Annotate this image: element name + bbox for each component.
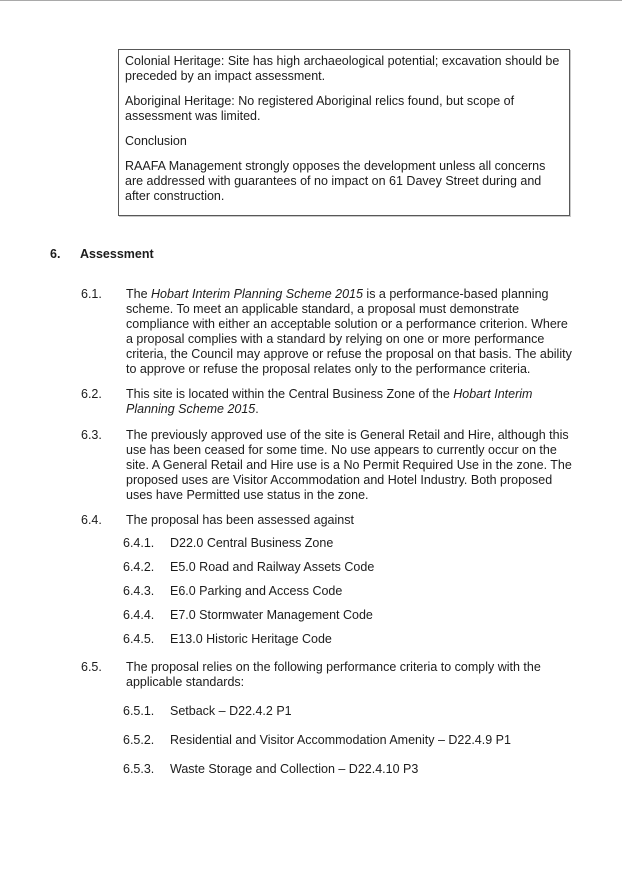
item-text-italic: Hobart Interim Planning Scheme 2015 xyxy=(126,387,533,416)
submission-quote-box xyxy=(118,49,570,216)
item-text xyxy=(126,387,572,417)
section-number: 6. xyxy=(50,247,61,261)
subitem-number: 6.4.4. xyxy=(123,608,155,622)
subitem-number: 6.5.3. xyxy=(123,762,155,776)
quote-paragraph-raafa-opposition: RAAFA Management strongly opposes the development unless all concerns are addressed with guarantees of no impact on 61 Davey Street during and after construction. xyxy=(125,159,546,203)
item-number: 6.1. xyxy=(81,287,102,301)
subitem-number: 6.4.5. xyxy=(123,632,155,646)
item-text-pre: The xyxy=(126,287,152,301)
subitem-text: E7.0 Stormwater Management Code xyxy=(170,608,373,622)
subitem-text: E5.0 Road and Railway Assets Code xyxy=(170,560,375,574)
item-number: 6.2. xyxy=(81,387,102,401)
assessment-subitem-6-5-1 xyxy=(0,704,622,719)
quote-paragraph-conclusion: Conclusion xyxy=(125,134,187,148)
section-heading xyxy=(0,247,622,262)
quote-paragraph-colonial-heritage: Colonial Heritage: Site has high archaeological potential; excavation should be preceded by an impact assessment. xyxy=(125,54,560,83)
item-text: The previously approved use of the site is General Retail and Hire, although this use has been ceased for some time. No use appears to currently occur on the site. A General Retail and Hire use is a No Permit Required Use in the zone. The proposed uses are Visitor Accommodation and Hotel Industry. Both proposed uses have Permitted use status in the zone. xyxy=(126,428,572,502)
subitem-number: 6.4.2. xyxy=(123,560,155,574)
item-number: 6.5. xyxy=(81,660,102,674)
assessment-section xyxy=(0,247,622,791)
assessment-item-6-2 xyxy=(0,387,622,417)
item-number: 6.3. xyxy=(81,428,102,442)
quote-paragraph-aboriginal-heritage: Aboriginal Heritage: No registered Aboriginal relics found, but scope of assessment was limited. xyxy=(125,94,515,123)
item-text-post: is a performance-based planning scheme. To meet an applicable standard, a proposal must demonstrate compliance with either an acceptable solution or a performance criterion. Where a proposal complies with a standard by relying on one or more performance criteria, the Council may approve or refuse the proposal on that basis. The ability to approve or refuse the proposal relates only to the performance criteria. xyxy=(126,287,572,376)
subitem-number: 6.5.1. xyxy=(123,704,155,718)
assessment-subitem-6-4-3 xyxy=(0,584,622,599)
subitem-text: D22.0 Central Business Zone xyxy=(170,536,334,550)
assessment-subitem-6-5-3 xyxy=(0,762,622,777)
subitem-text: E13.0 Historic Heritage Code xyxy=(170,632,332,646)
item-text xyxy=(126,287,572,377)
assessment-item-6-5 xyxy=(0,660,622,690)
item-text: The proposal relies on the following performance criteria to comply with the applicable standards: xyxy=(126,660,541,689)
assessment-subitem-6-4-1 xyxy=(0,536,622,551)
assessment-item-6-1 xyxy=(0,287,622,377)
assessment-subitem-6-4-2 xyxy=(0,560,622,575)
assessment-subitem-6-4-5 xyxy=(0,632,622,647)
item-number: 6.4. xyxy=(81,513,102,527)
page-top-divider xyxy=(0,0,622,1)
subitem-number: 6.5.2. xyxy=(123,733,155,747)
subitem-number: 6.4.1. xyxy=(123,536,155,550)
subitem-text: Residential and Visitor Accommodation Amenity – D22.4.9 P1 xyxy=(170,733,511,747)
subitem-number: 6.4.3. xyxy=(123,584,155,598)
assessment-subitem-6-5-2 xyxy=(0,733,622,748)
subitem-text: E6.0 Parking and Access Code xyxy=(170,584,343,598)
subitem-text: Waste Storage and Collection – D22.4.10 P3 xyxy=(170,762,419,776)
assessment-item-6-3 xyxy=(0,428,622,503)
item-text-post: . xyxy=(255,402,259,416)
assessment-subitem-6-4-4 xyxy=(0,608,622,623)
item-text: The proposal has been assessed against xyxy=(126,513,354,527)
section-title: Assessment xyxy=(80,247,154,261)
assessment-item-6-4 xyxy=(0,513,622,528)
item-text-italic: Hobart Interim Planning Scheme 2015 xyxy=(151,287,363,301)
subitem-text: Setback – D22.4.2 P1 xyxy=(170,704,292,718)
item-text-pre: This site is located within the Central Business Zone of the xyxy=(126,387,454,401)
